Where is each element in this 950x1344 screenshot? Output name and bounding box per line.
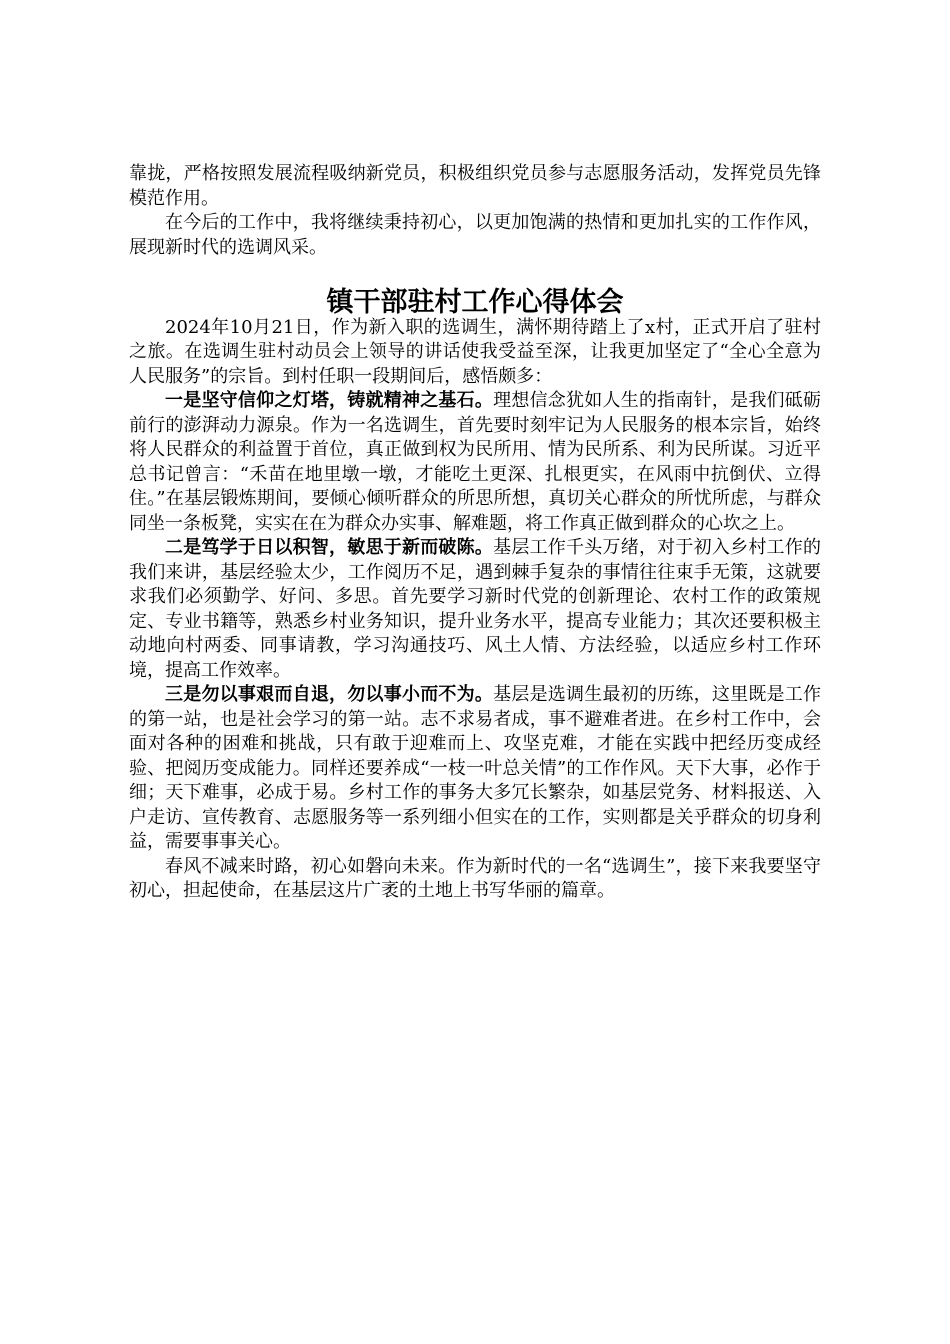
point-2-body: 基层工作千头万绪，对于初入乡村工作的我们来讲，基层经验太少，工作阅历不足，遇到棘手复杂的事情往往束手无策，这就要求我们必须勤学、好问、多思。首先要学习新时代党的创新理论、农村工作的政策规定、专业书籍等，熟悉乡村业务知识，提升业务水平，提高专业能力；其次还要积极主动地向村两委、同事请教，学习沟通技巧、风土人情、方法经验，以适应乡村工作环境，提高工作效率。 <box>129 537 822 681</box>
closing-paragraph: 春风不减来时路，初心如磐向未来。作为新时代的一名“选调生”，接下来我要坚守初心，担起使命，在基层这片广袤的土地上书写华丽的篇章。 <box>129 855 821 901</box>
point-1-paragraph <box>129 389 821 536</box>
document-page <box>129 162 821 904</box>
point-1-lead: 一是坚守信仰之灯塔，铸就精神之基石。 <box>165 390 494 411</box>
point-1-body: 理想信念犹如人生的指南针，是我们砥砺前行的澎湃动力源泉。作为一名选调生，首先要时刻牢记为人民服务的根本宗旨，始终将人民群众的利益置于首位，真正做到权为民所用、情为民所系、利为民所谋。习近平总书记曾言：“禾苗在地里墩一墩，才能吃土更深、扎根更实，在风雨中抗倒伏、立得住。”在基层锻炼期间，要倾心倾听群众的所思所想，真切关心群众的所忧所虑，与群众同坐一条板凳，实实在在为群众办实事、解难题，将工作真正做到群众的心坎之上。 <box>129 390 822 534</box>
intro-paragraph: 2024年10月21日，作为新入职的选调生，满怀期待踏上了x村，正式开启了驻村之旅。在选调生驻村动员会上领导的讲话使我受益至深，让我更加坚定了“全心全意为人民服务”的宗旨。到村任职一段期间后，感悟颇多： <box>129 316 821 387</box>
point-3-lead: 三是勿以事艰而自退，勿以事小而不为。 <box>165 684 494 705</box>
point-3-body: 基层是选调生最初的历练，这里既是工作的第一站，也是社会学习的第一站。志不求易者成，事不避难者进。在乡村工作中，会面对各种的困难和挑战，只有敢于迎难而上、攻坚克难，才能在实践中把经历变成经验、把阅历变成能力。同样还要养成“一枝一叶总关情”的工作作风。天下大事，必作于细；天下难事，必成于易。乡村工作的事务大多冗长繁杂，如基层党务、材料报送、入户走访、宣传教育、志愿服务等一系列细小但实在的工作，实则都是关乎群众的切身利益，需要事事关心。 <box>129 684 822 852</box>
article-title: 镇干部驻村工作心得体会 <box>326 287 624 318</box>
point-2-lead: 二是笃学于日以积智，敏思于新而破陈。 <box>165 537 494 558</box>
continuation-paragraph: 靠拢，严格按照发展流程吸纳新党员，积极组织党员参与志愿服务活动，发挥党员先锋模范作用。 <box>129 163 821 209</box>
point-3-paragraph <box>129 683 821 855</box>
previous-closing-paragraph: 在今后的工作中，我将继续秉持初心，以更加饱满的热情和更加扎实的工作作风，展现新时代的选调风采。 <box>129 212 821 258</box>
point-2-paragraph <box>129 536 821 683</box>
